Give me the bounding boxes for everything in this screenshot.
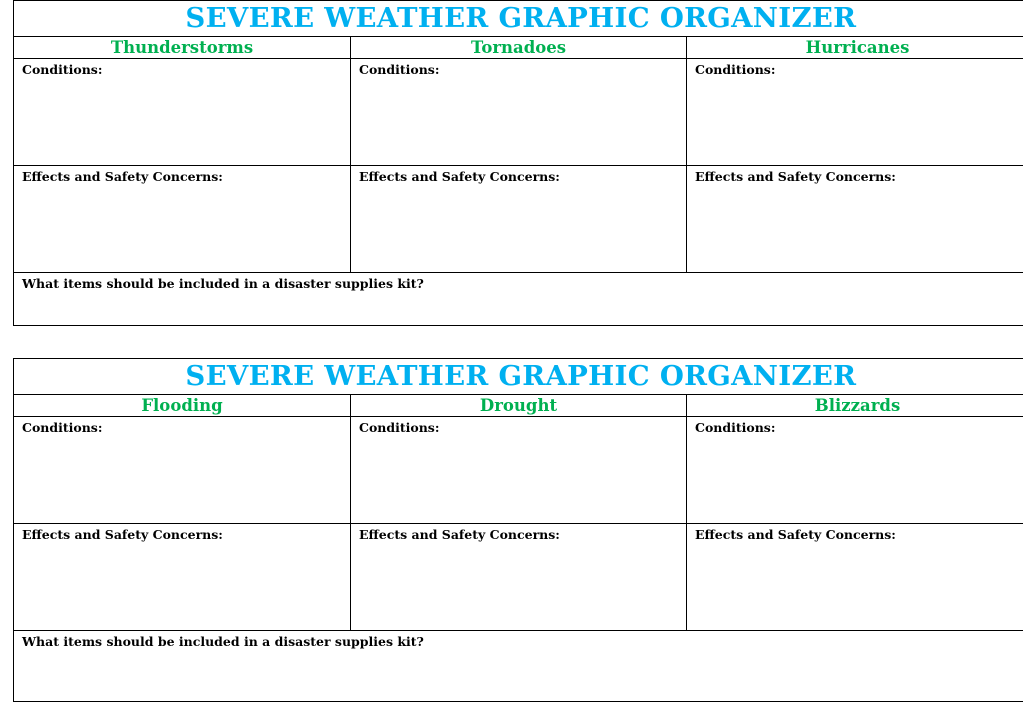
effects-cell-drought[interactable] <box>351 524 687 631</box>
column-heading-blizzards <box>687 395 1023 417</box>
conditions-cell-hurricanes[interactable] <box>687 59 1023 166</box>
conditions-label: Conditions: <box>14 59 350 77</box>
column-heading-thunderstorms <box>14 37 351 59</box>
column-heading-label: Flooding <box>141 396 222 415</box>
conditions-cell-tornadoes[interactable] <box>351 59 687 166</box>
effects-label: Effects and Safety Concerns: <box>687 166 1023 184</box>
organizer-title: SEVERE WEATHER GRAPHIC ORGANIZER <box>186 359 857 394</box>
conditions-label: Conditions: <box>14 417 350 435</box>
effects-label: Effects and Safety Concerns: <box>14 166 350 184</box>
conditions-cell-flooding[interactable] <box>14 417 351 524</box>
effects-label: Effects and Safety Concerns: <box>351 524 686 542</box>
column-heading-label: Blizzards <box>815 396 900 415</box>
effects-label: Effects and Safety Concerns: <box>351 166 686 184</box>
effects-cell-thunderstorms[interactable] <box>14 166 351 273</box>
organizer-title-cell <box>14 1 1023 37</box>
effects-cell-tornadoes[interactable] <box>351 166 687 273</box>
supplies-kit-cell[interactable] <box>14 273 1023 326</box>
column-heading-flooding <box>14 395 351 417</box>
effects-cell-flooding[interactable] <box>14 524 351 631</box>
effects-label: Effects and Safety Concerns: <box>14 524 350 542</box>
column-heading-hurricanes <box>687 37 1023 59</box>
conditions-cell-thunderstorms[interactable] <box>14 59 351 166</box>
conditions-cell-drought[interactable] <box>351 417 687 524</box>
supplies-kit-question: What items should be included in a disaster supplies kit? <box>14 273 1023 291</box>
column-heading-label: Drought <box>480 396 557 415</box>
conditions-label: Conditions: <box>687 59 1023 77</box>
organizer-title-cell <box>14 359 1023 395</box>
supplies-kit-question: What items should be included in a disaster supplies kit? <box>14 631 1023 649</box>
conditions-label: Conditions: <box>351 59 686 77</box>
effects-cell-blizzards[interactable] <box>687 524 1023 631</box>
organizer-title: SEVERE WEATHER GRAPHIC ORGANIZER <box>186 1 857 36</box>
column-heading-drought <box>351 395 687 417</box>
conditions-label: Conditions: <box>687 417 1023 435</box>
column-heading-tornadoes <box>351 37 687 59</box>
graphic-organizer-2 <box>13 358 1023 702</box>
effects-label: Effects and Safety Concerns: <box>687 524 1023 542</box>
graphic-organizer-1 <box>13 0 1023 326</box>
column-heading-label: Hurricanes <box>806 38 910 57</box>
supplies-kit-cell[interactable] <box>14 631 1023 702</box>
conditions-label: Conditions: <box>351 417 686 435</box>
column-heading-label: Tornadoes <box>471 38 566 57</box>
conditions-cell-blizzards[interactable] <box>687 417 1023 524</box>
effects-cell-hurricanes[interactable] <box>687 166 1023 273</box>
column-heading-label: Thunderstorms <box>111 38 253 57</box>
